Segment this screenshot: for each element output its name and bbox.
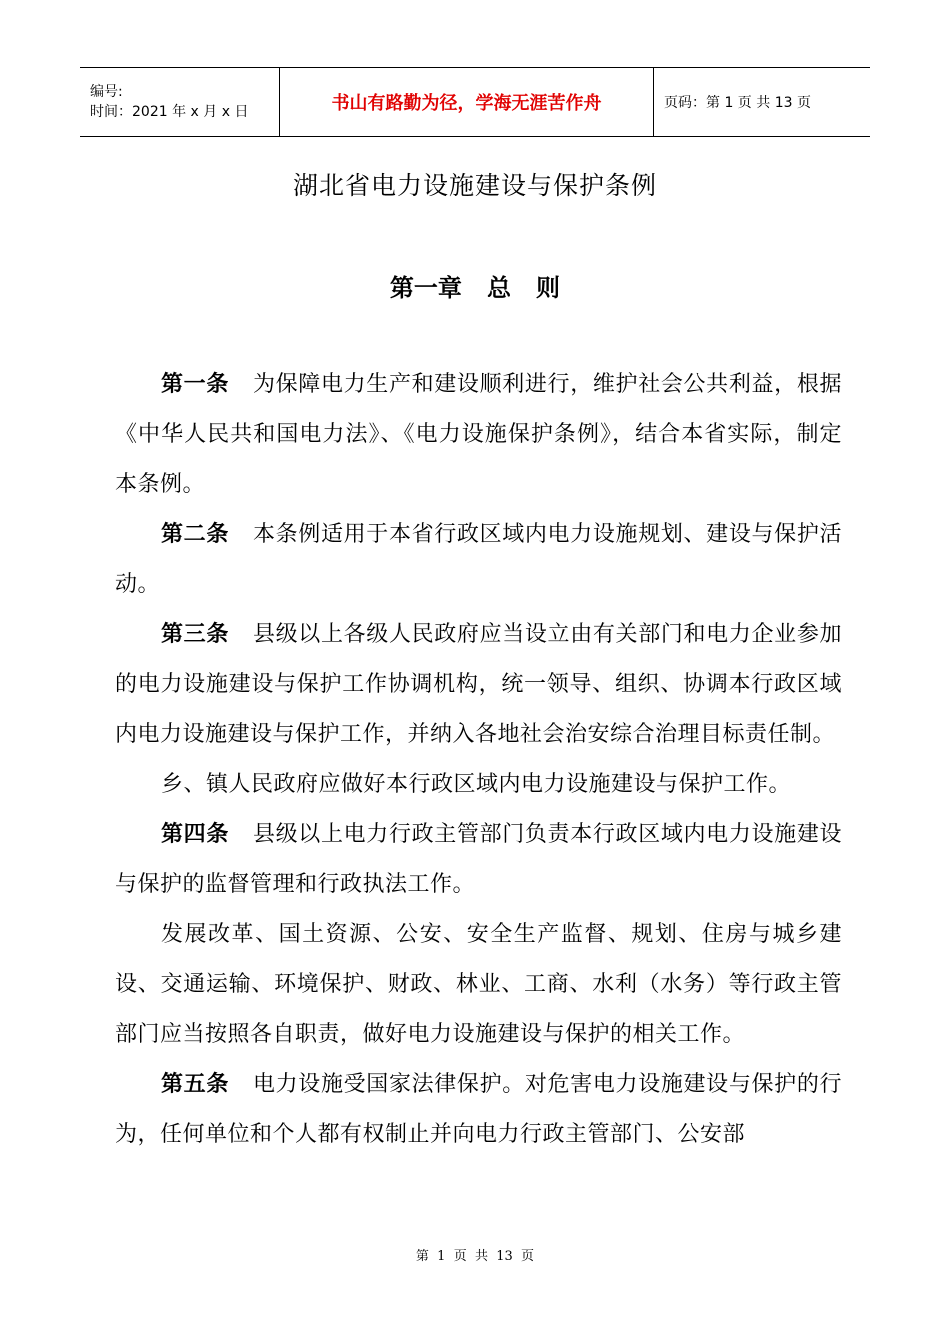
document-title: 湖北省电力设施建设与保护条例 [292, 171, 657, 200]
article-text: 本条例适用于本省行政区域内电力设施规划、建设与保护活动。 [115, 522, 842, 597]
article-paragraph [115, 610, 842, 760]
article-text: 县级以上电力行政主管部门负责本行政区域内电力设施建设与保护的监督管理和行政执法工作。 [115, 822, 842, 897]
article-label: 第四条 [161, 822, 229, 847]
body-paragraph [115, 760, 842, 810]
time-label: 时间：2021 年 x 月 x 日 [90, 104, 249, 120]
document-header [80, 67, 870, 137]
header-motto [280, 68, 654, 136]
article-paragraph [115, 1060, 842, 1160]
article-paragraph [115, 810, 842, 910]
paragraph-text: 乡、镇人民政府应做好本行政区域内电力设施建设与保护工作。 [161, 772, 792, 797]
article-label: 第二条 [161, 522, 229, 547]
page-footer: 第 1 页 共 13 页 [415, 1249, 535, 1264]
body-paragraph [115, 910, 842, 1060]
article-label: 第三条 [161, 622, 229, 647]
article-text: 为保障电力生产和建设顺利进行，维护社会公共利益，根据《中华人民共和国电力法》、《电力设施保护条例》，结合本省实际，制定本条例。 [115, 372, 842, 497]
article-text: 电力设施受国家法律保护。对危害电力设施建设与保护的行为，任何单位和个人都有权制止并向电力行政主管部门、公安部 [115, 1072, 842, 1147]
paragraph-text: 发展改革、国土资源、公安、安全生产监督、规划、住房与城乡建设、交通运输、环境保护、财政、林业、工商、水利（水务）等行政主管部门应当按照各自职责，做好电力设施建设与保护的相关工作。 [115, 922, 842, 1047]
article-paragraph [115, 360, 842, 510]
page-code-text: 页码：第 1 页 共 13 页 [664, 95, 811, 111]
article-paragraph [115, 510, 842, 610]
chapter-title: 第一章 总 则 [389, 274, 561, 302]
article-label: 第一条 [161, 372, 229, 397]
document-body [115, 360, 842, 1160]
article-text: 县级以上各级人民政府应当设立由有关部门和电力企业参加的电力设施建设与保护工作协调机构，统一领导、组织、协调本行政区域内电力设施建设与保护工作，并纳入各地社会治安综合治理目标责任制。 [115, 622, 842, 747]
header-meta [80, 68, 280, 136]
article-label: 第五条 [161, 1072, 229, 1097]
header-page-code [654, 68, 870, 136]
number-label: 编号: [90, 84, 123, 100]
motto-text: 书山有路勤为径，学海无涯苦作舟 [331, 93, 602, 114]
